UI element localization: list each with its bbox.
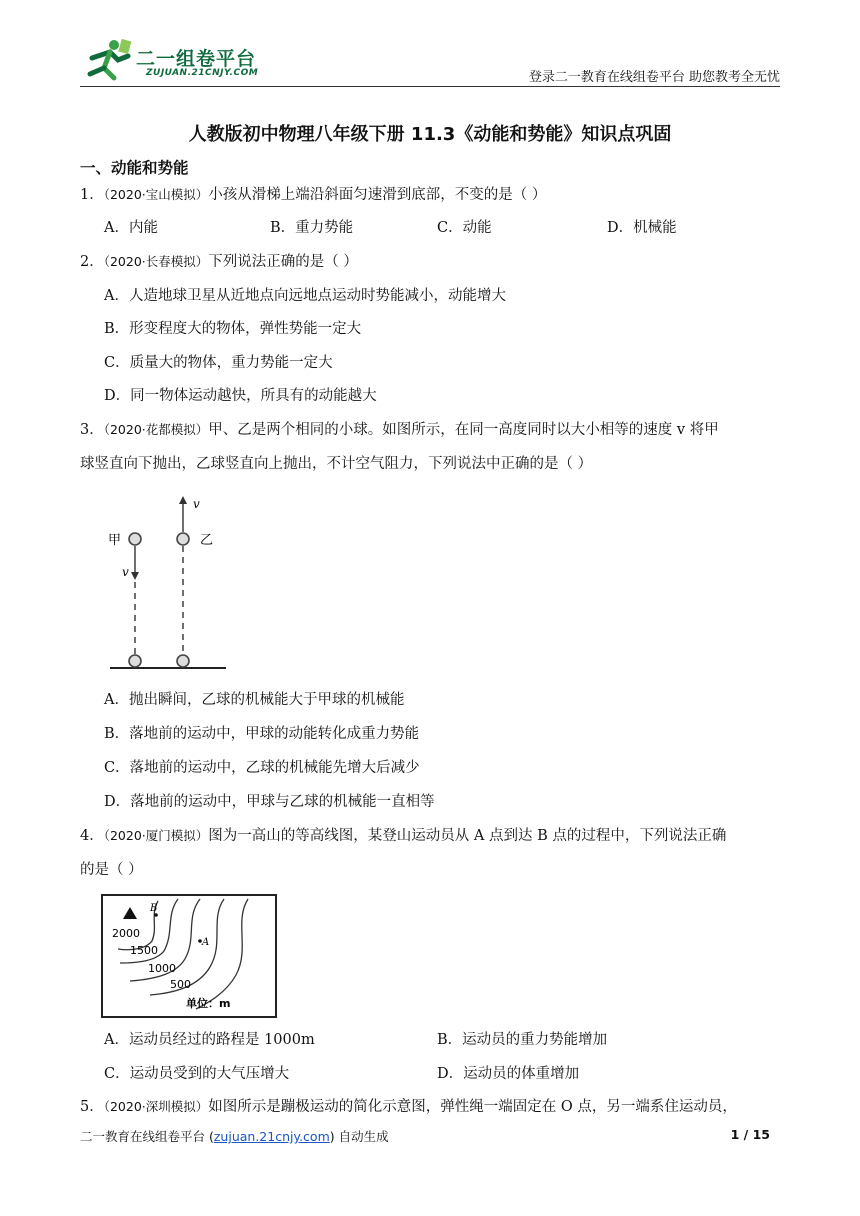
logo-url: ZUJUAN.21CNJY.COM xyxy=(146,68,259,78)
q1-option-b: B．重力势能 xyxy=(270,220,354,236)
ball-yi-landed xyxy=(177,655,189,667)
question-4-line-2: 的是（ ） xyxy=(80,862,143,878)
section-title: 一、动能和势能 xyxy=(80,159,189,177)
question-1 xyxy=(80,185,546,205)
question-5 xyxy=(80,1097,737,1117)
ball-jia xyxy=(129,533,141,545)
q1-option-c: C．动能 xyxy=(437,220,492,236)
label-v-up: v xyxy=(193,497,200,511)
label-jia: 甲 xyxy=(108,533,122,548)
q1-option-d: D．机械能 xyxy=(607,220,677,236)
q4-option-a: A．运动员经过的路程是 1000m xyxy=(104,1032,315,1048)
arrow-up-icon xyxy=(179,496,187,504)
question-3 xyxy=(80,420,719,440)
point-b-label: B xyxy=(150,903,158,914)
question-stem-line-1: 图为一高山的等高线图，某登山运动员从 A 点到达 B 点的过程中，下列说法正确 xyxy=(208,828,727,844)
header-slogan: 登录二一教育在线组卷平台 助您教考全无忧 xyxy=(528,70,780,85)
question-source: （2020·长春模拟） xyxy=(103,254,209,269)
q2-option-d: D．同一物体运动越快，所具有的动能越大 xyxy=(104,388,377,404)
ball-yi xyxy=(177,533,189,545)
contour-label-500: 500 xyxy=(170,978,191,991)
contour-label-1500: 1500 xyxy=(130,944,158,957)
footer-prefix: 二一教育在线组卷平台 ( xyxy=(80,1129,214,1144)
page-number: 1 / 15 xyxy=(730,1127,770,1142)
question-number: 4． xyxy=(80,828,104,844)
question-source: （2020·厦门模拟） xyxy=(103,828,209,843)
question-source: （2020·花都模拟） xyxy=(103,422,209,437)
q3-option-a: A．抛出瞬间，乙球的机械能大于甲球的机械能 xyxy=(104,692,405,708)
page-header xyxy=(80,34,780,90)
contour-label-2000: 2000 xyxy=(112,927,140,940)
logo xyxy=(84,34,284,86)
question-stem: 下列说法正确的是（ ） xyxy=(208,254,358,270)
question-4 xyxy=(80,826,726,846)
q3-option-b: B．落地前的运动中，甲球的动能转化成重力势能 xyxy=(104,726,420,742)
question-number: 5． xyxy=(80,1099,104,1115)
footer-credit xyxy=(80,1127,389,1145)
document-title: 人教版初中物理八年级下册 11.3《动能和势能》知识点巩固 xyxy=(188,124,672,145)
question-stem: 如图所示是蹦极运动的简化示意图，弹性绳一端固定在 O 点，另一端系住运动员， xyxy=(208,1099,737,1115)
question-3-line-2: 球竖直向下抛出，乙球竖直向上抛出，不计空气阻力，下列说法中正确的是（ ） xyxy=(80,456,593,472)
question-stem-line-1: 甲、乙是两个相同的小球。如图所示，在同一高度同时以大小相等的速度 v 将甲 xyxy=(208,422,719,438)
question-source: （2020·宝山模拟） xyxy=(103,187,209,202)
q3-figure-balls xyxy=(96,490,236,675)
point-a-label: A xyxy=(202,937,210,948)
arrow-down-icon xyxy=(131,572,139,580)
question-number: 3． xyxy=(80,422,104,438)
question-2 xyxy=(80,252,358,272)
unit-label: 单位：m xyxy=(186,997,231,1010)
q4-option-c: C．运动员受到的大气压增大 xyxy=(104,1066,290,1082)
footer-suffix: ) 自动生成 xyxy=(329,1129,389,1144)
q4-contour-map xyxy=(100,893,280,1021)
question-stem: 小孩从滑梯上端沿斜面匀速滑到底部，不变的是（ ） xyxy=(208,187,547,203)
question-source: （2020·深圳模拟） xyxy=(103,1099,209,1114)
q4-option-b: B．运动员的重力势能增加 xyxy=(437,1032,608,1048)
contour-label-1000: 1000 xyxy=(148,962,176,975)
question-number: 2． xyxy=(80,254,104,270)
runner-logo-icon xyxy=(84,38,132,82)
header-divider xyxy=(80,86,780,87)
q2-option-c: C．质量大的物体，重力势能一定大 xyxy=(104,355,333,371)
q3-option-d: D．落地前的运动中，甲球与乙球的机械能一直相等 xyxy=(104,794,435,810)
label-v-down: v xyxy=(122,565,129,579)
ball-jia-landed xyxy=(129,655,141,667)
footer-link[interactable]: zujuan.21cnjy.com xyxy=(213,1129,330,1144)
q4-option-d: D．运动员的体重增加 xyxy=(437,1066,580,1082)
label-yi: 乙 xyxy=(200,533,214,548)
question-number: 1． xyxy=(80,187,104,203)
q1-option-a: A．内能 xyxy=(104,220,158,236)
q3-option-c: C．落地前的运动中，乙球的机械能先增大后减少 xyxy=(104,760,420,776)
q2-option-a: A．人造地球卫星从近地点向远地点运动时势能减小，动能增大 xyxy=(104,288,506,304)
logo-title: 二一组卷平台 xyxy=(136,48,257,70)
q2-option-b: B．形变程度大的物体，弹性势能一定大 xyxy=(104,321,362,337)
